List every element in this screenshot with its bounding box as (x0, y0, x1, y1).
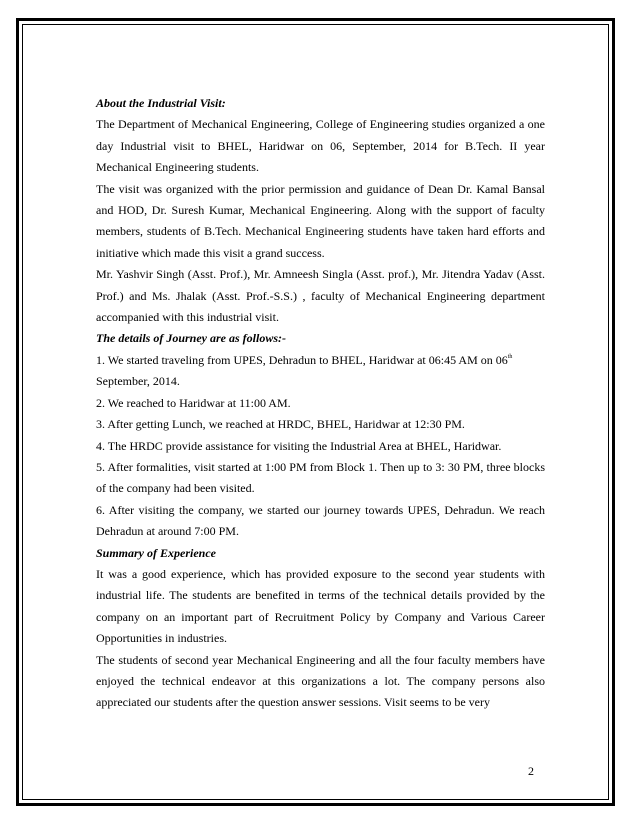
page-number: 2 (528, 764, 534, 778)
journey-item-1-superscript: th (507, 353, 513, 360)
document-body (96, 93, 545, 714)
journey-item-5: 5. After formalities, visit started at 1:00 PM from Block 1. Then up to 3: 30 PM, three blocks of the company had been visited. (96, 459, 545, 496)
about-paragraph-2: The visit was organized with the prior permission and guidance of Dean Dr. Kamal Bansal and HOD, Dr. Suresh Kumar, Mechanical Engineering. Along with the support of faculty members, students of B.Tech. Mechanical Engineering students have taken hard efforts and initiative which made this visit a grand success. (96, 181, 545, 260)
journey-item-4: 4. The HRDC provide assistance for visiting the Industrial Area at BHEL, Haridwar. (96, 438, 502, 453)
journey-heading: The details of Journey are as follows:- (96, 331, 286, 346)
journey-item-1-continued: September, 2014. (96, 374, 180, 389)
about-paragraph-1: The Department of Mechanical Engineering, College of Engineering studies organized a one day Industrial visit to BHEL, Haridwar on 06, September, 2014 for B.Tech. II year Mechanical Engineering students. (96, 117, 545, 175)
journey-item-2: 2. We reached to Haridwar at 11:00 AM. (96, 395, 291, 410)
summary-heading: Summary of Experience (96, 545, 216, 560)
journey-item-1-text: 1. We started traveling from UPES, Dehradun to BHEL, Haridwar at 06:45 AM on 06 (96, 352, 508, 367)
journey-item-1 (96, 350, 545, 393)
journey-item-3: 3. After getting Lunch, we reached at HRDC, BHEL, Haridwar at 12:30 PM. (96, 417, 465, 432)
summary-paragraph-1: It was a good experience, which has provided exposure to the second year students with industrial life. The students are benefited in terms of the technical details provided by the company on an important part of Recruitment Policy by Company and Various Career Opportunities in industries. (96, 566, 545, 646)
about-paragraph-3: Mr. Yashvir Singh (Asst. Prof.), Mr. Amneesh Singla (Asst. prof.), Mr. Jitendra Yadav (Asst. Prof.) and Ms. Jhalak (Asst. Prof.-S.S.) , faculty of Mechanical Engineering department accompanied with this industrial visit. (96, 267, 545, 325)
about-heading: About the Industrial Visit: (96, 96, 226, 110)
summary-paragraph-2: The students of second year Mechanical Engineering and all the four faculty members have enjoyed the technical endeavor at this organizations a lot. The company persons also appreciated our students after the question answer sessions. Visit seems to be very (96, 652, 545, 710)
journey-item-6: 6. After visiting the company, we started our journey towards UPES, Dehradun. We reach Dehradun at around 7:00 PM. (96, 502, 545, 539)
